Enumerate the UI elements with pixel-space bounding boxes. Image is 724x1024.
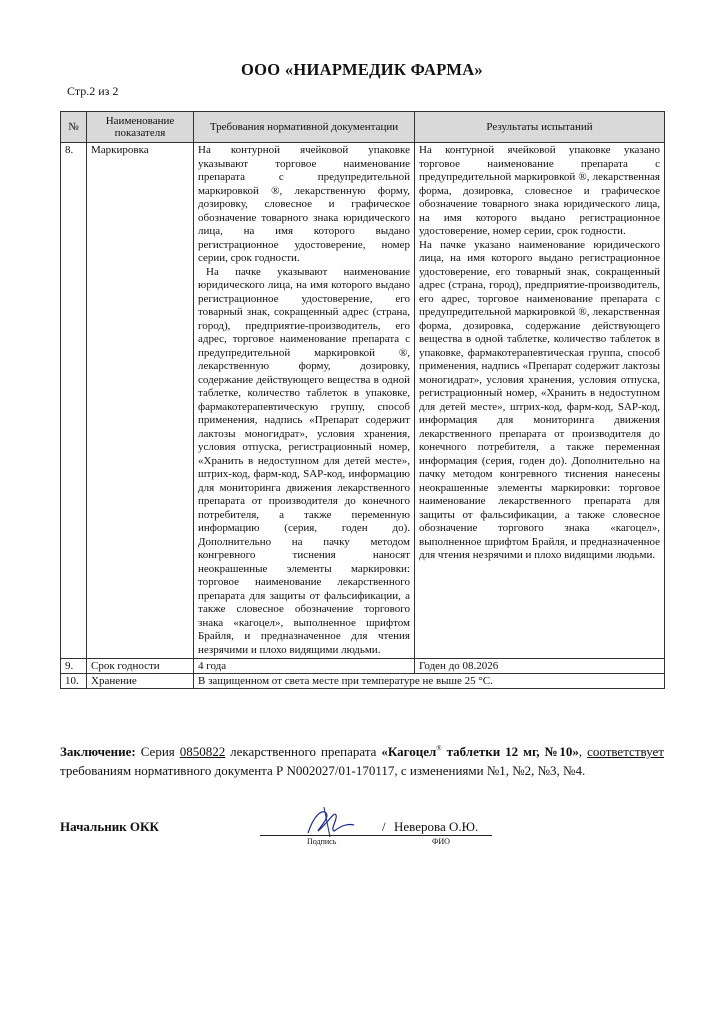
indicator-name: Маркировка [87,143,194,659]
signature-line [260,835,382,836]
handwritten-signature-icon [300,805,360,839]
name-line [382,835,492,836]
row-number: 10. [61,674,87,689]
company-title: ООО «НИАРМЕДИК ФАРМА» [241,60,483,79]
slash-separator: / [382,819,386,834]
page-number: Стр.2 из 2 [67,84,119,98]
product-name: «Кагоцел [381,744,437,759]
merged-requirement-result-cell: В защищенном от света месте при температуре не выше 25 °С. [194,674,665,689]
signature-caption: Подпись [307,837,337,846]
row-number: 9. [61,659,87,674]
conclusion-paragraph [60,742,664,780]
requirement-cell: 4 года [194,659,415,674]
table-header-row [61,112,665,143]
indicator-name: Хранение [87,674,194,689]
column-header-number: № [61,112,87,143]
requirement-cell [194,143,415,659]
result-cell [415,143,665,659]
conclusion-text: , [578,744,588,759]
conclusion-label: Заключение: [60,744,136,759]
column-header-requirements: Требования нормативной документации [194,112,415,143]
registered-mark: ® [436,744,442,753]
product-name-rest: таблетки 12 мг, №10» [441,744,579,759]
batch-number: 0850822 [179,744,226,759]
test-results-table [60,111,665,689]
signer-name: Неверова О.Ю. [394,819,479,834]
indicator-name: Срок годности [87,659,194,674]
requirement-paragraph: На контурной ячейковой упаковке указывают торговое наименование препарата с предупредительной маркировкой ®, лекарственную форму, дозировку, словесное и графическое обозначение товарного знака юридического лица, на имя которого выдано регистрационное удостоверение, номер серии, срок годности. [198,144,410,264]
result-paragraph: На пачке указано наименование юридического лица, на имя которого выдано регистрационное удостоверение, его товарный знак, сокращенный адрес (страна, город), предприятие-производитель, его адрес, торговое наименование препарата с предупредительной маркировкой ®, лекарственная форма, дозировка, содержание действующего вещества в одной таблетке, количество таблеток в упаковке, фармакотерапевтическая группа, способ применения, надпись «Препарат содержит лактозы моногидрат», условия хранения, условия отпуска, регистрационный номер, «Хранить в недоступном для детей месте», штрих-код, фарм-код, SAP-код, информация для мониторинга движения лекарственного препарата от производителя до конечного потребителя, а также переменная информация (серия, годен до). Дополнительно на пачку методом конгревного тиснения нанесены неокрашенные элементы маркировки: торговое наименование лекарственного препарата для защиты от фальсификации, а также словесное обозначение торгового знака «кагоцел», выполненное шрифтом Брайля, и предназначенное для чтения незрячими и плохо видящими людьми. [419,238,660,561]
column-header-indicator: Наименование показателя [87,112,194,143]
conclusion-text: лекарственного препарата [225,744,382,759]
table-row [61,143,665,659]
row-number: 8. [61,143,87,659]
table-row [61,659,665,674]
fio-caption: ФИО [432,837,450,846]
signature-block [60,817,664,857]
conclusion-text: Серия [135,744,180,759]
conclusion-text: требованиям нормативного документа Р N002027/01-170117, с изменениями №1, №2, №3, №4. [60,763,586,778]
result-paragraph: На контурной ячейковой упаковке указано торговое наименование препарата с предупредительной маркировкой ®, лекарственная форма, дозировка, словесное и графическое обозначение товарного знака юридического лица, на имя которого выдано регистрационное удостоверение, номер серии, срок годности. [419,144,660,237]
requirement-paragraph: На пачке указывают наименование юридического лица, на имя которого выдано регистрационное удостоверение, его товарный знак, сокращенный адрес (страна, город), предприятие-производитель, его адрес, торговое наименование препарата с предупредительной маркировкой ®, лекарственную форму, дозировку, содержание действующего вещества в одной таблетке, количество таблеток в упаковке, фармакотерапевтическую группу, способ применения, надпись «Препарат содержит лактозы моногидрат», условия хранения, условия отпуска, регистрационный номер, «Хранить в недоступном для детей месте», штрих-код, фарм-код, SAP-код, информацию для мониторинга движения лекарственного препарата от производителя до конечного потребителя, а также переменную информацию (серия, годен до). Дополнительно на пачку методом конгревного тиснения наносят неокрашенные элементы маркировки: торговое наименование лекарственного препарата для защиты от фальсификации, а также словесное обозначение торгового знака «кагоцел», выполненное шрифтом Брайля, и предназначенное для чтения незрячими и плохо видящими людьми. [198,265,410,656]
verdict: соответствует [587,744,664,759]
table-row [61,674,665,689]
result-cell: Годен до 08.2026 [415,659,665,674]
signer-role: Начальник ОКК [60,819,159,834]
column-header-results: Результаты испытаний [415,112,665,143]
